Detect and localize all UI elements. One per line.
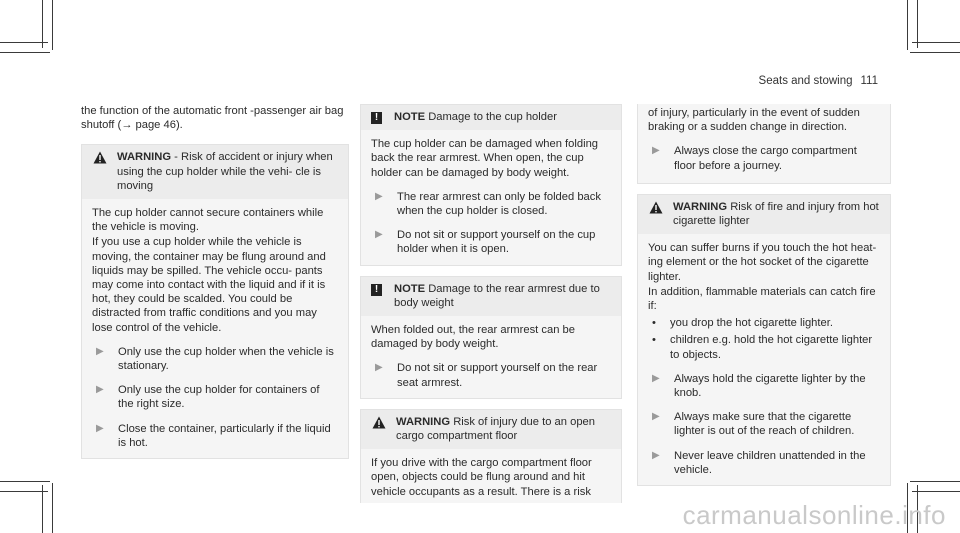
crop-mark: [0, 481, 50, 482]
warning-body: [82, 199, 348, 458]
crop-mark: [52, 483, 53, 533]
watermark: carmanualsonline.info: [682, 500, 946, 530]
paragraph: When folded out, the rear armrest can be damaged by body weight.: [371, 324, 575, 351]
warning-headline: WARNING Risk of fire and injury from hot cigarette lighter: [673, 200, 879, 228]
step-arrow-icon: ▶: [96, 345, 104, 357]
warning-body: [638, 104, 890, 183]
action-step: ▶ Never leave children unattended in the vehicle.: [648, 449, 880, 477]
bullet-item: • children e.g. hold the hot cigarette lighter to objects.: [648, 333, 880, 361]
warning-triangle-icon: [371, 415, 386, 429]
note-headline: NOTE Damage to the cup holder: [394, 111, 557, 123]
bullet-item: • you drop the hot cigarette lighter.: [648, 316, 880, 330]
step-arrow-icon: ▶: [652, 145, 660, 157]
action-step: ▶ Do not sit or support yourself on the rear seat armrest.: [371, 361, 611, 389]
note-label: NOTE: [394, 111, 426, 123]
running-header: [759, 75, 878, 87]
bullet-icon: •: [652, 334, 656, 347]
action-step: ▶ Always make sure that the cigarette lighter is out of the reach of children.: [648, 410, 880, 438]
warning-triangle-icon: [92, 150, 107, 164]
warning-header: [638, 195, 890, 234]
step-arrow-icon: ▶: [652, 372, 660, 384]
paragraph: In addition, flammable materials can catch fire if:: [648, 285, 876, 313]
warning-triangle-icon: [648, 200, 663, 214]
note-icon: !: [371, 112, 382, 124]
crop-mark: [910, 481, 960, 482]
action-step: ▶ Always close the cargo compartment floor before a journey.: [648, 144, 880, 172]
warning-headline: WARNING - Risk of accident or injury when using the cup holder while the vehi- cle is moving: [117, 151, 333, 192]
note-box-cup-holder: [360, 104, 622, 266]
warning-label: WARNING: [396, 415, 451, 428]
action-step: ▶ Close the container, particularly if the liquid is hot.: [92, 422, 338, 450]
column-middle: [360, 104, 622, 503]
warning-header: [82, 145, 348, 199]
note-headline: NOTE Damage to the rear armrest due to body weight: [394, 282, 600, 309]
crop-mark: [912, 42, 960, 43]
step-arrow-icon: ▶: [652, 411, 660, 423]
crop-mark: [42, 485, 43, 533]
warning-body: [361, 449, 621, 503]
crop-mark: [42, 0, 43, 48]
bullet-icon: •: [652, 317, 656, 330]
action-step: ▶ Always hold the cigarette lighter by the knob.: [648, 372, 880, 400]
crop-mark: [907, 0, 908, 50]
note-header: [361, 105, 621, 130]
column-right: [637, 104, 891, 486]
warning-header: [361, 410, 621, 449]
warning-box-cargo-floor: [360, 409, 622, 503]
warning-label: WARNING: [117, 151, 172, 164]
warning-body: [638, 234, 890, 485]
crop-mark: [910, 52, 960, 53]
paragraph: If you use a cup holder while the vehicle is moving, the container may be flung around and liquids may be spilled. The vehicle occu- pants may come into contact with the liquid and if it is hot, they could be scalded. You could be distracted from traffic conditions and you may lose control of the vehicle.: [92, 236, 326, 334]
action-step: ▶ The rear armrest can only be folded back when the cup holder is closed.: [371, 190, 611, 218]
paragraph: The cup holder cannot secure containers while the vehicle is moving.: [92, 207, 324, 234]
note-header: [361, 277, 621, 316]
crop-mark: [0, 42, 48, 43]
column-left: [81, 104, 349, 459]
action-step: ▶ Only use the cup holder when the vehicle is stationary.: [92, 345, 338, 373]
step-arrow-icon: ▶: [652, 449, 660, 461]
crop-mark: [0, 491, 48, 492]
note-body: [361, 130, 621, 264]
note-icon: !: [371, 284, 382, 296]
warning-headline: WARNING Risk of injury due to an open cargo compartment floor: [396, 415, 595, 443]
paragraph: of injury, particularly in the event of sudden braking or a sudden change in direction.: [648, 107, 860, 134]
note-label: NOTE: [394, 282, 426, 295]
paragraph: You can suffer burns if you touch the hot heat- ing element or the hot socket of the cigarette lighter.: [648, 242, 877, 283]
note-box-armrest: [360, 276, 622, 399]
page-number: 111: [860, 75, 878, 87]
crop-mark: [0, 52, 50, 53]
crop-mark: [912, 491, 960, 492]
crop-mark: [52, 0, 53, 50]
crop-mark: [917, 0, 918, 48]
paragraph: If you drive with the cargo compartment floor open, objects could be flung around and hit vehicle occupants as a result. There is a risk: [371, 457, 592, 498]
step-arrow-icon: ▶: [375, 229, 383, 241]
warning-label: WARNING: [673, 200, 728, 213]
action-step: ▶ Do not sit or support yourself on the cup holder when it is open.: [371, 228, 611, 256]
intro-text: the function of the automatic front -passenger air bag shutoff (→ page 46).: [81, 105, 344, 132]
step-arrow-icon: ▶: [96, 384, 104, 396]
section-title: Seats and stowing: [758, 75, 853, 87]
note-body: [361, 316, 621, 398]
step-arrow-icon: ▶: [375, 190, 383, 202]
warning-box-cigarette-lighter: [637, 194, 891, 486]
paragraph: The cup holder can be damaged when folding back the rear armrest. When open, the cup holder can be damaged by body weight.: [371, 138, 599, 179]
step-arrow-icon: ▶: [96, 422, 104, 434]
warning-box-cargo-floor-continued: [637, 104, 891, 184]
step-arrow-icon: ▶: [375, 362, 383, 374]
warning-box-cup-holder: [81, 144, 349, 459]
action-step: ▶ Only use the cup holder for containers of the right size.: [92, 383, 338, 411]
